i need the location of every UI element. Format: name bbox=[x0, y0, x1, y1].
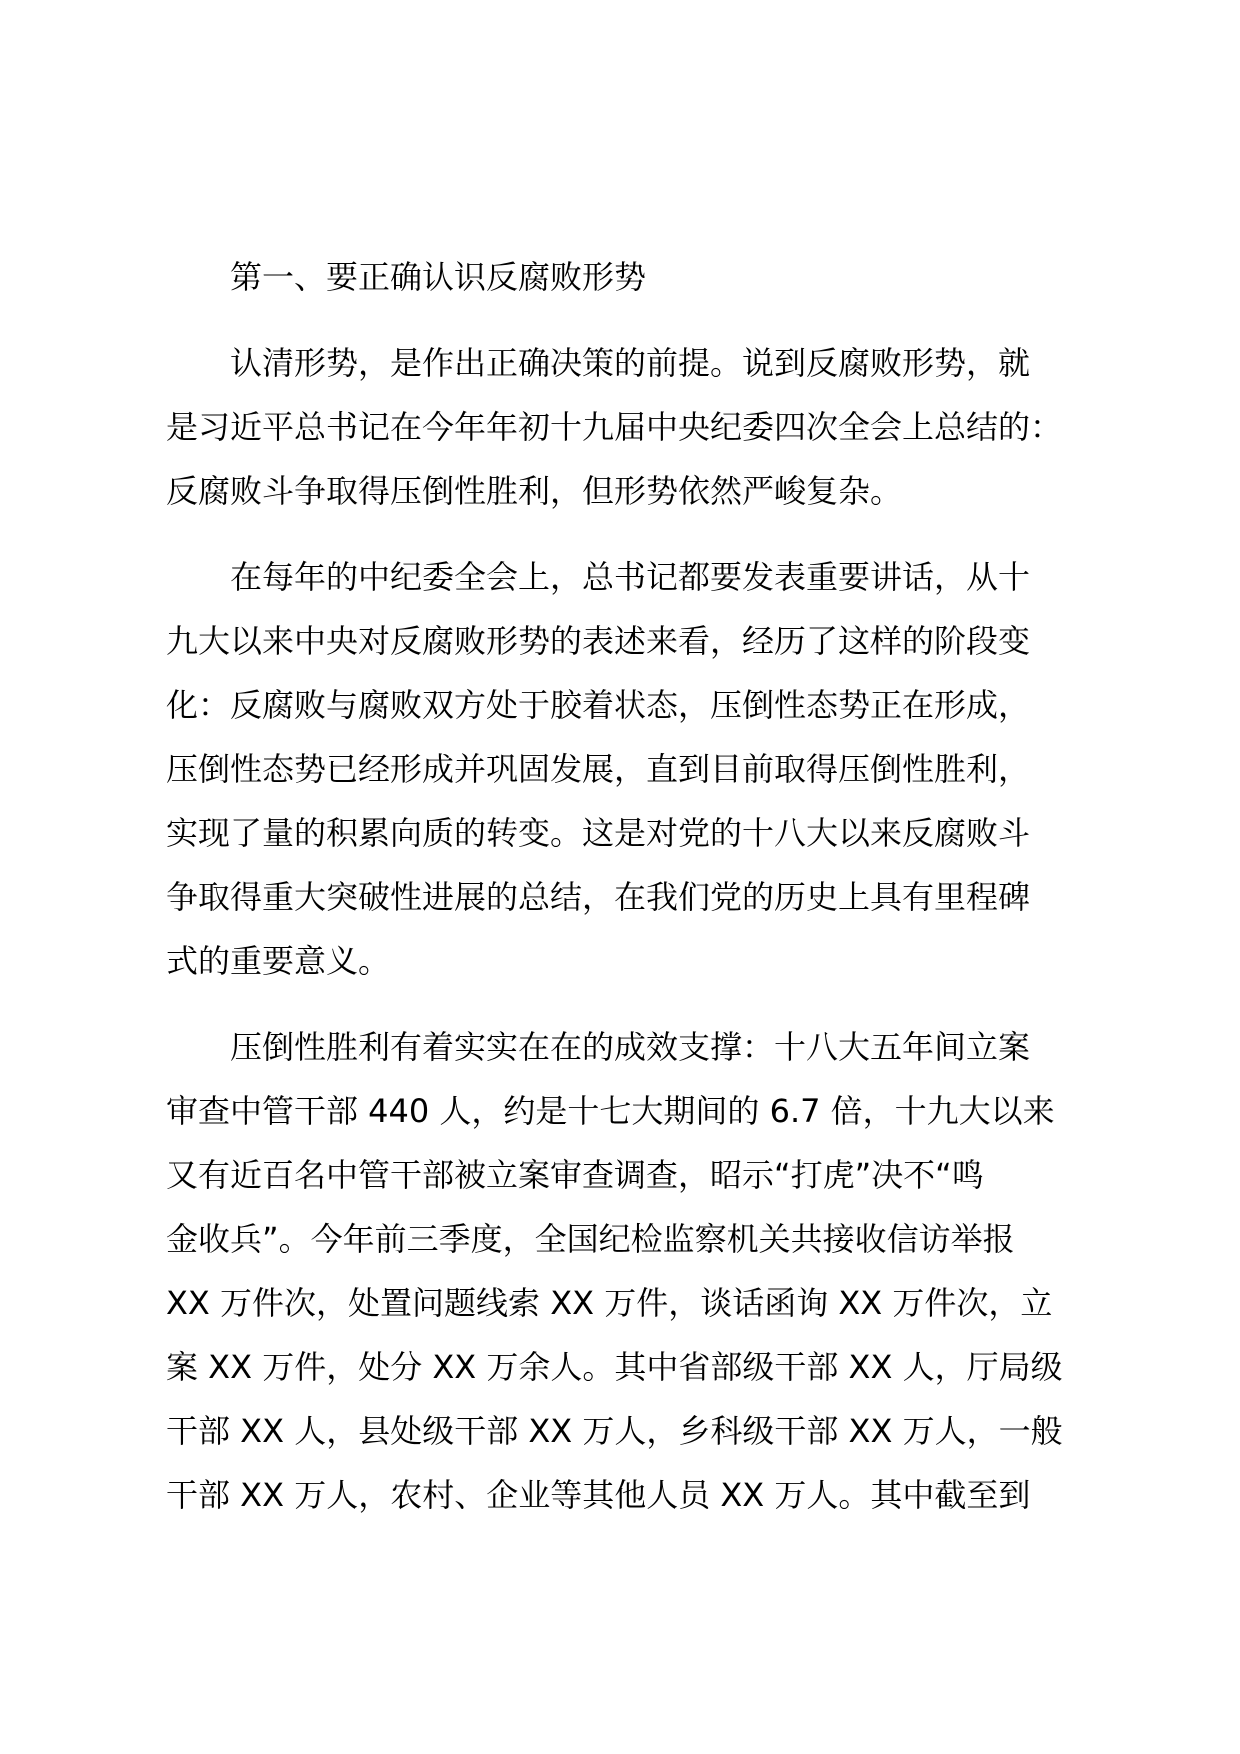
paragraph-line: 审查中管干部 440 人，约是十七大期间的 6.7 倍，十九大以来 bbox=[166, 1092, 1055, 1130]
paragraph-line: 是习近平总书记在今年年初十九届中央纪委四次全会上总结的： bbox=[166, 408, 1063, 446]
section-heading: 第一、要正确认识反腐败形势 bbox=[230, 258, 647, 296]
paragraph-line: 实现了量的积累向质的转变。这是对党的十八大以来反腐败斗 bbox=[166, 814, 1031, 852]
paragraph-line: 干部 XX 人，县处级干部 XX 万人，乡科级干部 XX 万人，一般 bbox=[166, 1412, 1063, 1450]
paragraph-line: 争取得重大突破性进展的总结，在我们党的历史上具有里程碑 bbox=[166, 878, 1031, 916]
paragraph-line: 式的重要意义。 bbox=[166, 942, 391, 980]
paragraph-line: 金收兵”。今年前三季度，全国纪检监察机关共接收信访举报 bbox=[166, 1220, 1015, 1258]
paragraph-line: 化：反腐败与腐败双方处于胶着状态，压倒性态势正在形成， bbox=[166, 686, 1031, 724]
paragraph-1 bbox=[166, 331, 1112, 523]
paragraph-line: 压倒性态势已经形成并巩固发展，直到目前取得压倒性胜利， bbox=[166, 750, 1031, 788]
paragraph-line: 干部 XX 万人，农村、企业等其他人员 XX 万人。其中截至到 bbox=[166, 1476, 1031, 1514]
paragraph-line: 在每年的中纪委全会上，总书记都要发表重要讲话，从十 bbox=[230, 558, 1031, 596]
paragraph-line: 压倒性胜利有着实实在在的成效支撑：十八大五年间立案 bbox=[230, 1028, 1031, 1066]
paragraph-line: 九大以来中央对反腐败形势的表述来看，经历了这样的阶段变 bbox=[166, 622, 1031, 660]
paragraph-line: 又有近百名中管干部被立案审查调查，昭示“打虎”决不“鸣 bbox=[166, 1156, 984, 1194]
document-body bbox=[166, 245, 1112, 1527]
paragraph-2 bbox=[166, 545, 1112, 993]
paragraph-line: 案 XX 万件，处分 XX 万余人。其中省部级干部 XX 人，厅局级 bbox=[166, 1348, 1063, 1386]
paragraph-line: 认清形势，是作出正确决策的前提。说到反腐败形势，就 bbox=[230, 344, 1031, 382]
paragraph-line: XX 万件次，处置问题线索 XX 万件，谈话函询 XX 万件次，立 bbox=[166, 1284, 1053, 1322]
paragraph-line: 反腐败斗争取得压倒性胜利，但形势依然严峻复杂。 bbox=[166, 472, 903, 510]
paragraph-3 bbox=[166, 1015, 1112, 1527]
